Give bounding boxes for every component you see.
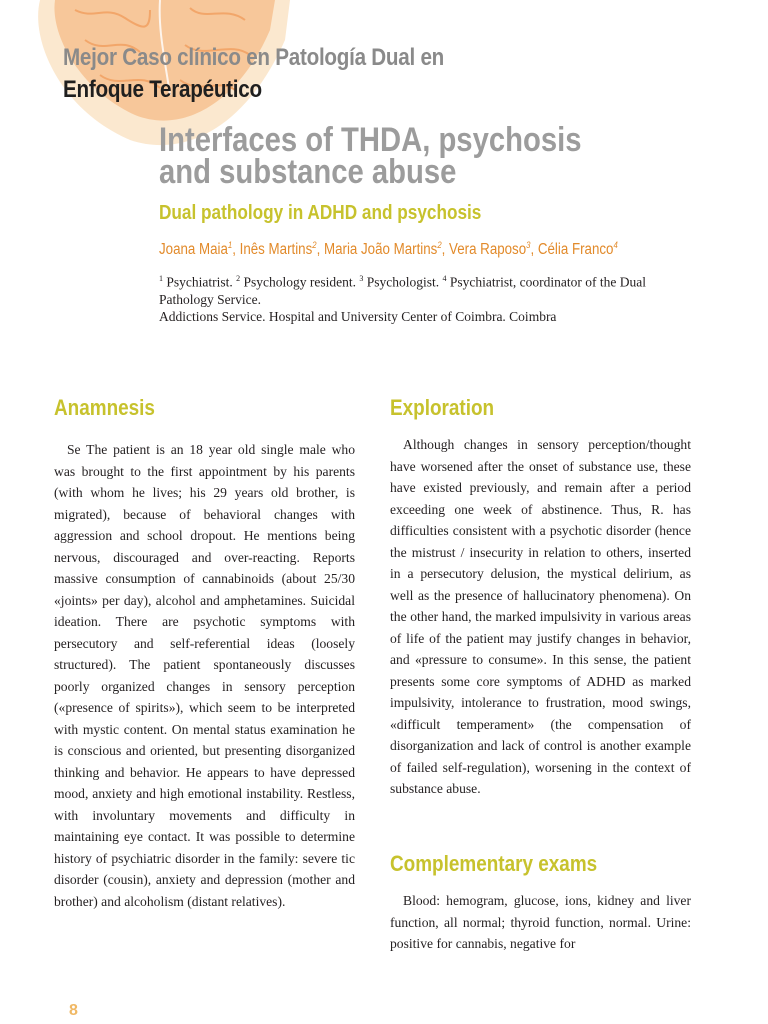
section-text-exploration: Although changes in sensory perception/thought have worsened after the onset of substance use, these have existed previously, and remain after a period exceeding one week of abstinence. Thus, R. has difficulties consistent with a psychotic disorder (hence the mistrust / insecurity in relation to others, inserted in a persecutory delusion, the mystical delirium, as well as the presence of hallucinatory phenomena). On the other hand, the marked impulsivity in various areas of life of the patient may justify changes in behavior, and «pressure to consume». In this sense, the patient presents some core symptoms of ADHD as marked impulsivity, intolerance to frustration, mood swings, «difficult temperament» (the compensation of disorganization and lack of control is another example of failed self-regulation), worsening in the context of substance abuse. bbox=[390, 437, 691, 796]
author-affiliation-mark: 3 bbox=[526, 240, 531, 250]
author-affiliation-mark: 4 bbox=[613, 240, 618, 250]
section-heading-anamnesis: Anamnesis bbox=[54, 395, 155, 420]
article-title: Interfaces of THDA, psychosis and substance abuse bbox=[159, 121, 582, 191]
author-name: Maria João Martins bbox=[323, 241, 438, 259]
series-title-line1: Mejor Caso clínico en Patología Dual en bbox=[63, 44, 445, 71]
affiliation-text: Psychologist. bbox=[363, 274, 443, 290]
author-name: Inês Martins bbox=[239, 241, 313, 259]
affiliation-roles bbox=[159, 270, 689, 308]
affiliation-mark: 3 bbox=[359, 274, 364, 283]
affiliation-text: Psychiatrist. bbox=[163, 274, 237, 290]
affiliation-mark: 2 bbox=[236, 274, 241, 283]
section-text-complementary-exams: Blood: hemogram, glucose, ions, kidney and liver function, all normal; thyroid function, normal. Urine: positive for cannabis, negative for bbox=[390, 893, 691, 951]
section-text-anamnesis: Se The patient is an 18 year old single male who was brought to the first appointment by his parents (with whom he lives; his 29 years old brother, is migrated), because of behavioral changes with aggression and school dropout. He mentions being nervous, discouraged and over-reacting. Reports massive consumption of cannabinoids (about 25/30 «joints» per day), alcohol and amphetamines. Suicidal ideation. There are psychotic symptoms with persecutory and self-referential ideas (loosely structured). The patient spontaneously discusses poorly organized changes in sensory perception («presence of spirits»), which seem to be interpreted with mystic content. On mental status examination he is conscious and oriented, but presenting disorganized thinking and behavior. He appears to have depressed mood, anxiety and high emotional instability. Restless, with involuntary movements and difficulty in maintaining eye contact. It was possible to determine history of psychiatric disorder in the family: severe tic disorder (cousin), anxiety and depression (mother and brother) and alcoholism (distant relatives). bbox=[54, 442, 355, 909]
author-name: Vera Raposo bbox=[449, 241, 527, 259]
affiliation-institution: Addictions Service. Hospital and University Center of Coimbra. Coimbra bbox=[159, 308, 557, 324]
author-affiliation-mark: 1 bbox=[227, 240, 233, 250]
author-affiliation-mark: 2 bbox=[437, 240, 442, 250]
affiliation-mark: 4 bbox=[442, 274, 447, 283]
section-heading-complementary-exams: Complementary exams bbox=[390, 851, 598, 876]
affiliations bbox=[159, 270, 689, 325]
article-subtitle: Dual pathology in ADHD and psychosis bbox=[159, 202, 482, 224]
page-number: 8 bbox=[69, 1002, 78, 1019]
affiliation-text: Psychiatrist, coordinator of the Dual Pathology Service. bbox=[159, 274, 646, 307]
series-title bbox=[63, 42, 596, 106]
author-name: Célia Franco bbox=[537, 241, 614, 259]
section-heading-exploration: Exploration bbox=[390, 395, 495, 420]
series-title-line2: Enfoque Terapéutico bbox=[63, 76, 262, 103]
author-list: Joana Maia$^1$, Inês Martins$^2$, Maria João Martins$^2$, Vera Raposo$^3$, Célia Franco$^4$ bbox=[159, 240, 618, 259]
affiliation-mark: 1 bbox=[159, 274, 163, 283]
affiliation-text: Psychology resident. bbox=[240, 274, 360, 290]
author-affiliation-mark: 2 bbox=[312, 240, 317, 250]
author-name: Joana Maia bbox=[159, 241, 228, 259]
